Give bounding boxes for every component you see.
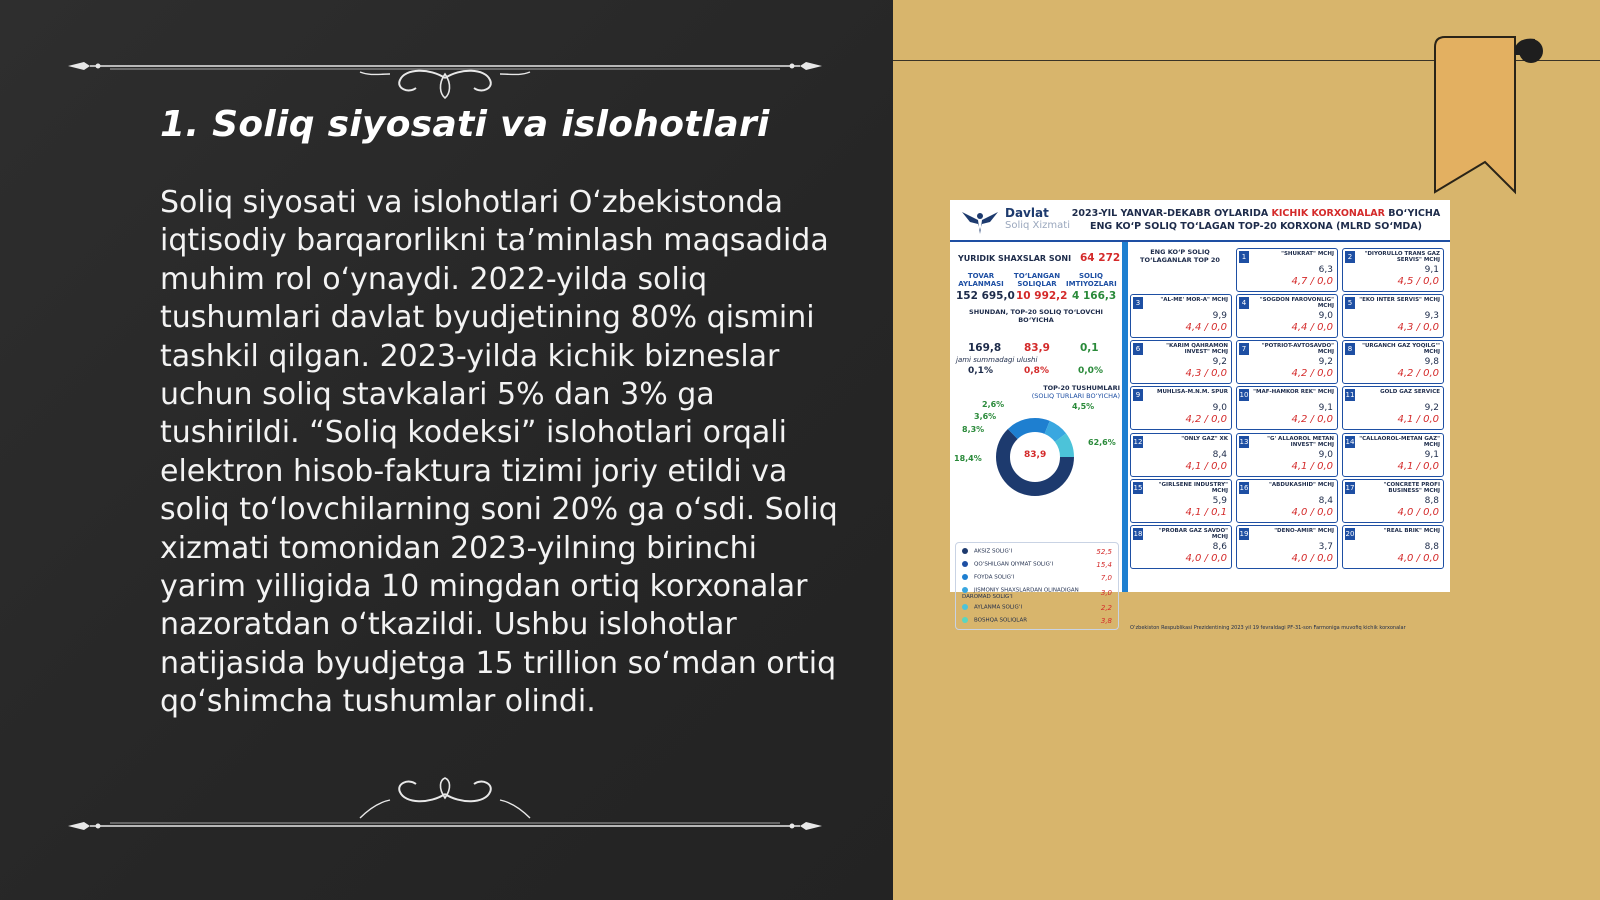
company-value-secondary: 4,2 / 0,0	[1291, 368, 1333, 379]
company-value-secondary: 4,1 / 0,1	[1185, 507, 1227, 518]
company-value-primary: 5,9	[1212, 496, 1227, 506]
yuridik-label: YURIDIK SHAXSLAR SONI	[958, 254, 1072, 263]
company-name: "EKO INTER SERVIS" MCHJ	[1359, 297, 1440, 303]
donut-pct-2: 3,6%	[974, 412, 997, 421]
company-card	[1342, 525, 1444, 569]
donut-title: TOP-20 TUSHUMLARI	[1043, 384, 1120, 392]
company-name: "PROBAR GAZ SAVDO" MCHJ	[1158, 528, 1228, 540]
company-value-secondary: 4,0 / 0,0	[1291, 553, 1333, 564]
company-name: "CALLAOROL-METAN GAZ" MCHJ	[1359, 436, 1440, 448]
legend-row: AKSIZ SOLIG‘I	[962, 548, 1012, 555]
donut-center-value: 83,9	[1024, 450, 1047, 460]
company-name: "REAL BRIK" MCHJ	[1383, 528, 1440, 534]
legend-row: AYLANMA SOLIG‘I	[962, 604, 1022, 611]
company-card	[1236, 525, 1338, 569]
company-name: "ONLY GAZ" XK	[1181, 436, 1228, 442]
top20-col3-value: 0,1	[1080, 342, 1099, 354]
company-name: MUHLISA-M.N.M. SPUR	[1156, 389, 1228, 395]
company-value-primary: 9,0	[1318, 450, 1333, 460]
legend-swatch	[962, 548, 968, 554]
company-value-primary: 9,9	[1212, 311, 1227, 321]
share-label: jami summadagi ulushi	[956, 356, 1038, 364]
company-name: "AL-ME' MOR-A" MCHJ	[1160, 297, 1228, 303]
share1: 0,1%	[968, 366, 993, 376]
legend-swatch	[962, 587, 968, 593]
company-card	[1130, 340, 1232, 384]
company-rank-badge: 11	[1345, 391, 1355, 399]
company-value-primary: 9,1	[1424, 450, 1439, 460]
donut-pct-3: 8,3%	[962, 425, 985, 434]
company-value-secondary: 4,2 / 0,0	[1291, 414, 1333, 425]
infographic-footnote: O‘zbekiston Respublikasi Prezidentining 2023 yil 19 fevraldagi PF-31-son Farmoniga muvofiq kichik korxonalar	[1130, 625, 1406, 631]
company-card	[1236, 340, 1338, 384]
company-value-primary: 9,0	[1318, 311, 1333, 321]
company-value-secondary: 4,1 / 0,0	[1397, 414, 1439, 425]
legend-swatch	[962, 604, 968, 610]
company-value-secondary: 4,3 / 0,0	[1185, 368, 1227, 379]
company-card	[1236, 386, 1338, 430]
company-card	[1130, 525, 1232, 569]
col3-value: 4 166,3	[1072, 290, 1117, 302]
company-value-primary: 8,4	[1318, 496, 1333, 506]
company-value-primary: 9,8	[1424, 357, 1439, 367]
company-value-secondary: 4,2 / 0,0	[1397, 368, 1439, 379]
company-card	[1236, 479, 1338, 523]
slide-body-text: Soliq siyosati va islohotlari O‘zbekistonda iqtisodiy barqarorlikni ta’minlash maqsadida muhim rol o‘ynaydi. 2022-yilda soliq tushumlari davlat byudjetining 80% qismini tashkil qilgan. 2023-yilda kichik bizneslar uchun soliq stavkalari 5% dan 3% ga tushirildi. “Soliq kodeksi” islohotlari orqali elektron hisob-faktura tizimi joriy etildi va soliq to‘lovchilarning soni 20% ga o‘sdi. Soliq xizmati tomonidan 2023-yilning birinchi yarim yilligida 10 mingdan ortiq korxonalar nazoratdan o‘tkazildi. Ushbu islohotlar natijasida byudjetga 15 trillion so‘mdan ortiq qo‘shimcha tushumlar olindi.	[160, 185, 838, 720]
company-card	[1130, 294, 1232, 338]
company-value-primary: 8,8	[1424, 496, 1439, 506]
company-value-secondary: 4,0 / 0,0	[1397, 553, 1439, 564]
legend-row: QO‘SHILGAN QIYMAT SOLIG‘I	[962, 561, 1053, 568]
company-card	[1342, 294, 1444, 338]
company-value-primary: 9,2	[1424, 403, 1439, 413]
company-card	[1342, 248, 1444, 292]
legend-swatch	[962, 574, 968, 580]
company-rank-badge: 5	[1345, 297, 1355, 309]
company-value-primary: 9,2	[1212, 357, 1227, 367]
company-rank-badge: 12	[1133, 438, 1143, 446]
company-value-secondary: 4,1 / 0,0	[1291, 461, 1333, 472]
company-value-secondary: 4,4 / 0,0	[1185, 322, 1227, 333]
company-name: "KARIM QAHRAMON INVEST" MCHJ	[1166, 343, 1228, 355]
company-card	[1236, 294, 1338, 338]
company-value-secondary: 4,2 / 0,0	[1185, 414, 1227, 425]
infographic-image	[950, 200, 1450, 631]
company-card	[1342, 340, 1444, 384]
legend-value: 52,5	[1096, 548, 1112, 556]
donut-legend	[955, 542, 1119, 630]
company-name: "DIYORULLO TRANS GAZ SERVIS" MCHJ	[1364, 251, 1440, 263]
company-value-primary: 9,3	[1424, 311, 1439, 321]
company-rank-badge: 18	[1133, 530, 1143, 538]
company-value-primary: 9,1	[1318, 403, 1333, 413]
company-name: "DENO-AMIR" MCHJ	[1274, 528, 1334, 534]
legend-swatch	[962, 561, 968, 567]
infographic-header	[950, 200, 1450, 242]
share2: 0,8%	[1024, 366, 1049, 376]
company-rank-badge: 10	[1239, 391, 1249, 399]
company-name: "POTRIOT-AVTOSAVDO" MCHJ	[1261, 343, 1334, 355]
company-name: "MAF-HAMKOR REK" MCHJ	[1253, 389, 1334, 395]
col2-value: 10 992,2	[1016, 290, 1068, 302]
eagle-logo-icon	[960, 206, 1000, 236]
donut-subtitle: (SOLIQ TURLARI BO‘YICHA)	[1031, 392, 1120, 400]
legend-swatch	[962, 617, 968, 623]
company-rank-badge: 8	[1345, 343, 1355, 355]
company-value-secondary: 4,1 / 0,0	[1185, 461, 1227, 472]
company-rank-badge: 9	[1133, 389, 1143, 401]
company-value-secondary: 4,4 / 0,0	[1291, 322, 1333, 333]
company-card	[1130, 479, 1232, 523]
company-rank-badge: 4	[1239, 297, 1249, 309]
infographic-title: 2023-YIL YANVAR-DEKABR OYLARIDA KICHIK KORXONALAR BO‘YICHA ENG KO‘P SOLIQ TO‘LAGAN TOP-20 KORXONA (MLRD SO‘MDA)	[1071, 208, 1441, 232]
company-rank-badge: 15	[1133, 484, 1143, 492]
company-name: "SHUKRAT" MCHJ	[1281, 251, 1334, 257]
legend-row: FOYDA SOLIG‘I	[962, 574, 1014, 581]
col1-label: TOVAR AYLANMASI	[958, 272, 1004, 288]
legend-row: JISMONIY SHAXSLARDAN OLINADIGAN DAROMAD SOLIG‘I	[962, 587, 1079, 600]
col2-label: TO‘LANGAN SOLIQLAR	[1013, 272, 1061, 288]
shundan-label: SHUNDAN, TOP-20 SOLIQ TO‘LOVCHI BO‘YICHA	[969, 308, 1103, 324]
company-card	[1236, 248, 1338, 292]
legend-value: 3,8	[1100, 617, 1112, 625]
top20-label: ENG KO‘P SOLIQ TO‘LAGANLAR TOP 20	[1140, 248, 1220, 264]
company-rank-badge: 3	[1133, 297, 1143, 309]
company-value-primary: 9,2	[1318, 357, 1333, 367]
company-value-primary: 8,8	[1424, 542, 1439, 552]
legend-value: 2,2	[1100, 604, 1112, 612]
company-rank-badge: 16	[1239, 484, 1249, 492]
company-rank-badge: 2	[1345, 251, 1355, 263]
company-value-secondary: 4,1 / 0,0	[1397, 461, 1439, 472]
company-rank-badge: 13	[1239, 438, 1249, 446]
col1-value: 152 695,0	[956, 290, 1015, 302]
company-value-secondary: 4,0 / 0,0	[1397, 507, 1439, 518]
company-card	[1130, 433, 1232, 477]
yuridik-value: 64 272	[1080, 252, 1121, 264]
top20-col1-value: 169,8	[968, 342, 1002, 354]
company-card	[1342, 479, 1444, 523]
company-card	[1236, 433, 1338, 477]
logo-text-davlat: Davlat	[1005, 206, 1049, 220]
legend-value: 15,4	[1096, 561, 1112, 569]
company-rank-badge: 6	[1133, 343, 1143, 355]
company-rank-badge: 20	[1345, 530, 1355, 538]
company-rank-badge: 17	[1345, 484, 1355, 492]
donut-pct-5: 4,5%	[1072, 402, 1095, 411]
company-card	[1342, 386, 1444, 430]
legend-row: BOSHQA SOLIQLAR	[962, 617, 1027, 624]
infographic-blue-divider	[1122, 242, 1128, 592]
company-rank-badge: 14	[1345, 438, 1355, 446]
company-rank-badge: 19	[1239, 530, 1249, 538]
company-rank-badge: 7	[1239, 343, 1249, 355]
company-name: "G' ALLAOROL METAN INVEST" MCHJ	[1267, 436, 1334, 448]
company-card	[1130, 386, 1232, 430]
top20-col2-value: 83,9	[1024, 342, 1050, 354]
company-value-primary: 9,0	[1212, 403, 1227, 413]
company-value-secondary: 4,3 / 0,0	[1397, 322, 1439, 333]
donut-pct-6: 62,6%	[1088, 438, 1116, 447]
infographic-summary-panel	[950, 242, 1122, 625]
donut-pct-1: 2,6%	[982, 400, 1005, 409]
company-rank-badge: 1	[1239, 251, 1249, 263]
company-card	[1342, 433, 1444, 477]
company-value-secondary: 4,7 / 0,0	[1291, 276, 1333, 287]
company-name: "GIRLSENE INDUSTRY" MCHJ	[1158, 482, 1228, 494]
company-name: "URGANCH GAZ YOQILG'" MCHJ	[1362, 343, 1440, 355]
slide-title: 1. Soliq siyosati va islohotlari	[160, 104, 770, 145]
legend-value: 7,0	[1100, 574, 1112, 582]
company-value-primary: 8,6	[1212, 542, 1227, 552]
logo-text-soliq: Soliq Xizmati	[1005, 220, 1070, 231]
company-value-secondary: 4,5 / 0,0	[1397, 276, 1439, 287]
company-value-primary: 8,4	[1212, 450, 1227, 460]
bottom-ornament-divider-icon	[60, 778, 830, 838]
company-value-secondary: 4,0 / 0,0	[1291, 507, 1333, 518]
company-value-primary: 6,3	[1318, 265, 1333, 275]
legend-value: 3,0	[1100, 589, 1112, 597]
top20-company-grid	[1130, 244, 1448, 631]
company-value-primary: 9,1	[1424, 265, 1439, 275]
company-value-primary: 3,7	[1318, 542, 1333, 552]
bookmark-ribbon-icon	[1435, 37, 1538, 197]
company-name: "SOGDON FAROVONLIG" MCHJ	[1259, 297, 1334, 309]
share3: 0,0%	[1078, 366, 1103, 376]
company-name: "CONCRETE PROFI BUSINESS" MCHJ	[1383, 482, 1440, 494]
top-ornament-divider-icon	[60, 38, 830, 98]
company-name: GOLD GAZ SERVICE	[1380, 389, 1440, 395]
col3-label: SOLIQ IMTIYOZLARI	[1066, 272, 1117, 288]
company-name: "ABDUKASHID" MCHJ	[1269, 482, 1334, 488]
company-value-secondary: 4,0 / 0,0	[1185, 553, 1227, 564]
donut-pct-4: 18,4%	[954, 454, 982, 463]
